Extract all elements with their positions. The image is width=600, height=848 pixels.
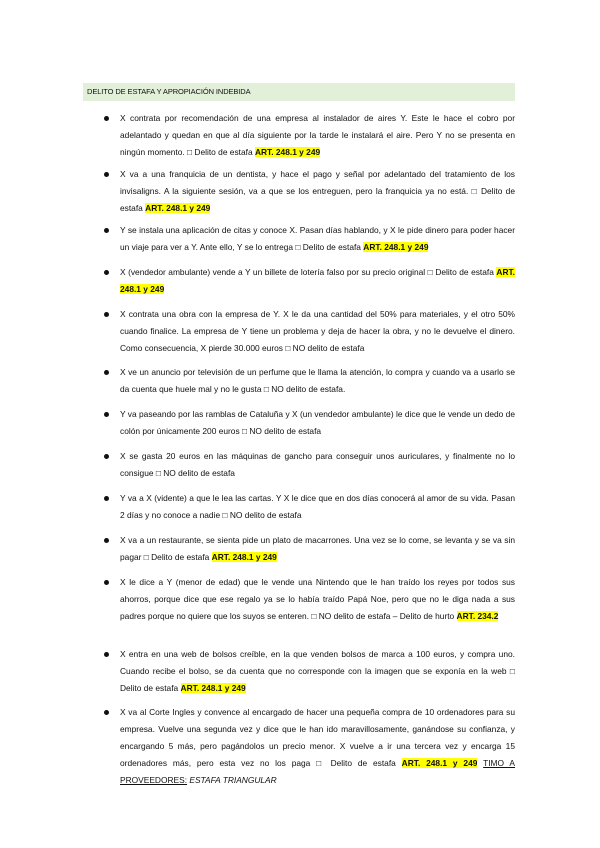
bullet-icon (104, 580, 109, 585)
estafa-triangular-label: ESTAFA TRIANGULAR (187, 775, 277, 785)
item-text: X va a un restaurante, se sienta pide un plato de macarrones. Una vez se lo come, se levanta y se va sin pagar □ Delito de estafa ART. 248.1 y 249 (120, 535, 515, 562)
article-ref: ART. 248.1 y 249 (145, 203, 211, 213)
timo-label: TIMO A PROVEEDORES: (120, 758, 516, 785)
bullet-icon (104, 538, 109, 543)
bullet-icon (104, 454, 109, 459)
article-ref: ART. 248.1 y 249 (401, 758, 478, 768)
bullet-icon (104, 172, 109, 177)
item-text: X va al Corte Ingles y convence al encargado de hacer una pequeña compra de 10 ordenadores para su empresa. Vuelve una segunda vez y dice que le han ido maravillosamente, ganándose su confianza, y encargando 5 más, pero pagándolos un precio menor. X vuelve a ir una tercera vez y encarga 15 ordenadores más, pero esta vez no los paga □ Delito de estafa ART. 248.1 y 249 TIMO A PROVEEDORES: ESTAFA TRIANGULAR (120, 707, 516, 785)
section-title: DELITO DE ESTAFA Y APROPIACIÓN INDEBIDA (87, 87, 251, 96)
bullet-icon (104, 312, 109, 317)
item-text: X va a una franquicia de un dentista, y hace el pago y señal por adelantado del tratamiento de los invisaligns. A la siguiente sesión, va a que se los entreguen, pero la franquicia ya no está. □ Delito de estafa ART. 248.1 y 249 (120, 169, 515, 213)
bullet-icon (104, 496, 109, 501)
item-text: X ve un anuncio por televisión de un perfume que le llama la atención, lo compra y cuando va a usarlo se da cuenta que huele mal y no le gusta □ NO delito de estafa. (120, 367, 515, 394)
article-ref: ART. 248.1 y 249 (120, 267, 515, 294)
article-ref: ART. 248.1 y 249 (363, 242, 429, 252)
item-text: Y va a X (vidente) a que le lea las cartas. Y X le dice que en dos días conocerá al amor de su vida. Pasan 2 días y no conoce a nadie □ NO delito de estafa (120, 493, 515, 520)
bullet-icon (104, 412, 109, 417)
item-text: Y se instala una aplicación de citas y conoce X. Pasan días hablando, y X le pide dinero para poder hacer un viaje para ver a Y. Ante ello, Y se lo entrega □ Delito de estafa ART. 248.1 y 249 (120, 225, 515, 252)
article-ref: ART. 248.1 y 249 (180, 683, 246, 693)
item-text: X (vendedor ambulante) vende a Y un billete de lotería falso por su precio original □ Delito de estafa ART. 248.1 y 249 (120, 267, 515, 294)
bullet-icon (104, 370, 109, 375)
item-text: Y va paseando por las ramblas de Cataluña y X (un vendedor ambulante) le dice que le vende un dedo de colón por únicamente 200 euros □ NO delito de estafa (120, 409, 515, 436)
item-text: X contrata una obra con la empresa de Y. X le da una cantidad del 50% para materiales, y el otro 50% cuando finalice. La empresa de Y tiene un problema y deja de hacer la obra, y no le devuelve el dinero. Como consecuencia, X pierde 30.000 euros □ NO delito de estafa (120, 309, 515, 353)
bullet-icon (104, 652, 109, 657)
bullet-icon (104, 270, 109, 275)
bullet-icon (104, 228, 109, 233)
item-text: X entra en una web de bolsos creíble, en la que venden bolsos de marca a 100 euros, y compra uno. Cuando recibe el bolso, se da cuenta que no corresponde con la imagen que se exponía en la web □ Delito de estafa ART. 248.1 y 249 (120, 649, 515, 693)
item-text: X le dice a Y (menor de edad) que le vende una Nintendo que le han traído los reyes por todos sus ahorros, porque dice que ese regalo ya se lo había traído Papá Noe, pero que no le diga nada a sus padres porque no quiere que los suyos se enteren. □ NO delito de estafa – Delito de hurto ART. 234.2 (120, 577, 515, 621)
bullet-icon (104, 710, 109, 715)
article-ref: ART. 234.2 (456, 611, 499, 621)
item-text: X contrata por recomendación de una empresa al instalador de aires Y. Este le hace el cobro por adelantado y quedan en que al día siguiente por la tarde le instalará el aire. Pero Y no se presenta en ningún momento. □ Delito de estafa ART. 248.1 y 249 (120, 113, 515, 157)
article-ref: ART. 248.1 y 249 (211, 552, 277, 562)
article-ref: ART. 248.1 y 249 (254, 147, 321, 157)
item-text: X se gasta 20 euros en las máquinas de gancho para conseguir unos auriculares, y finalmente no lo consigue □ NO delito de estafa (120, 451, 515, 478)
bullet-icon (104, 116, 109, 121)
